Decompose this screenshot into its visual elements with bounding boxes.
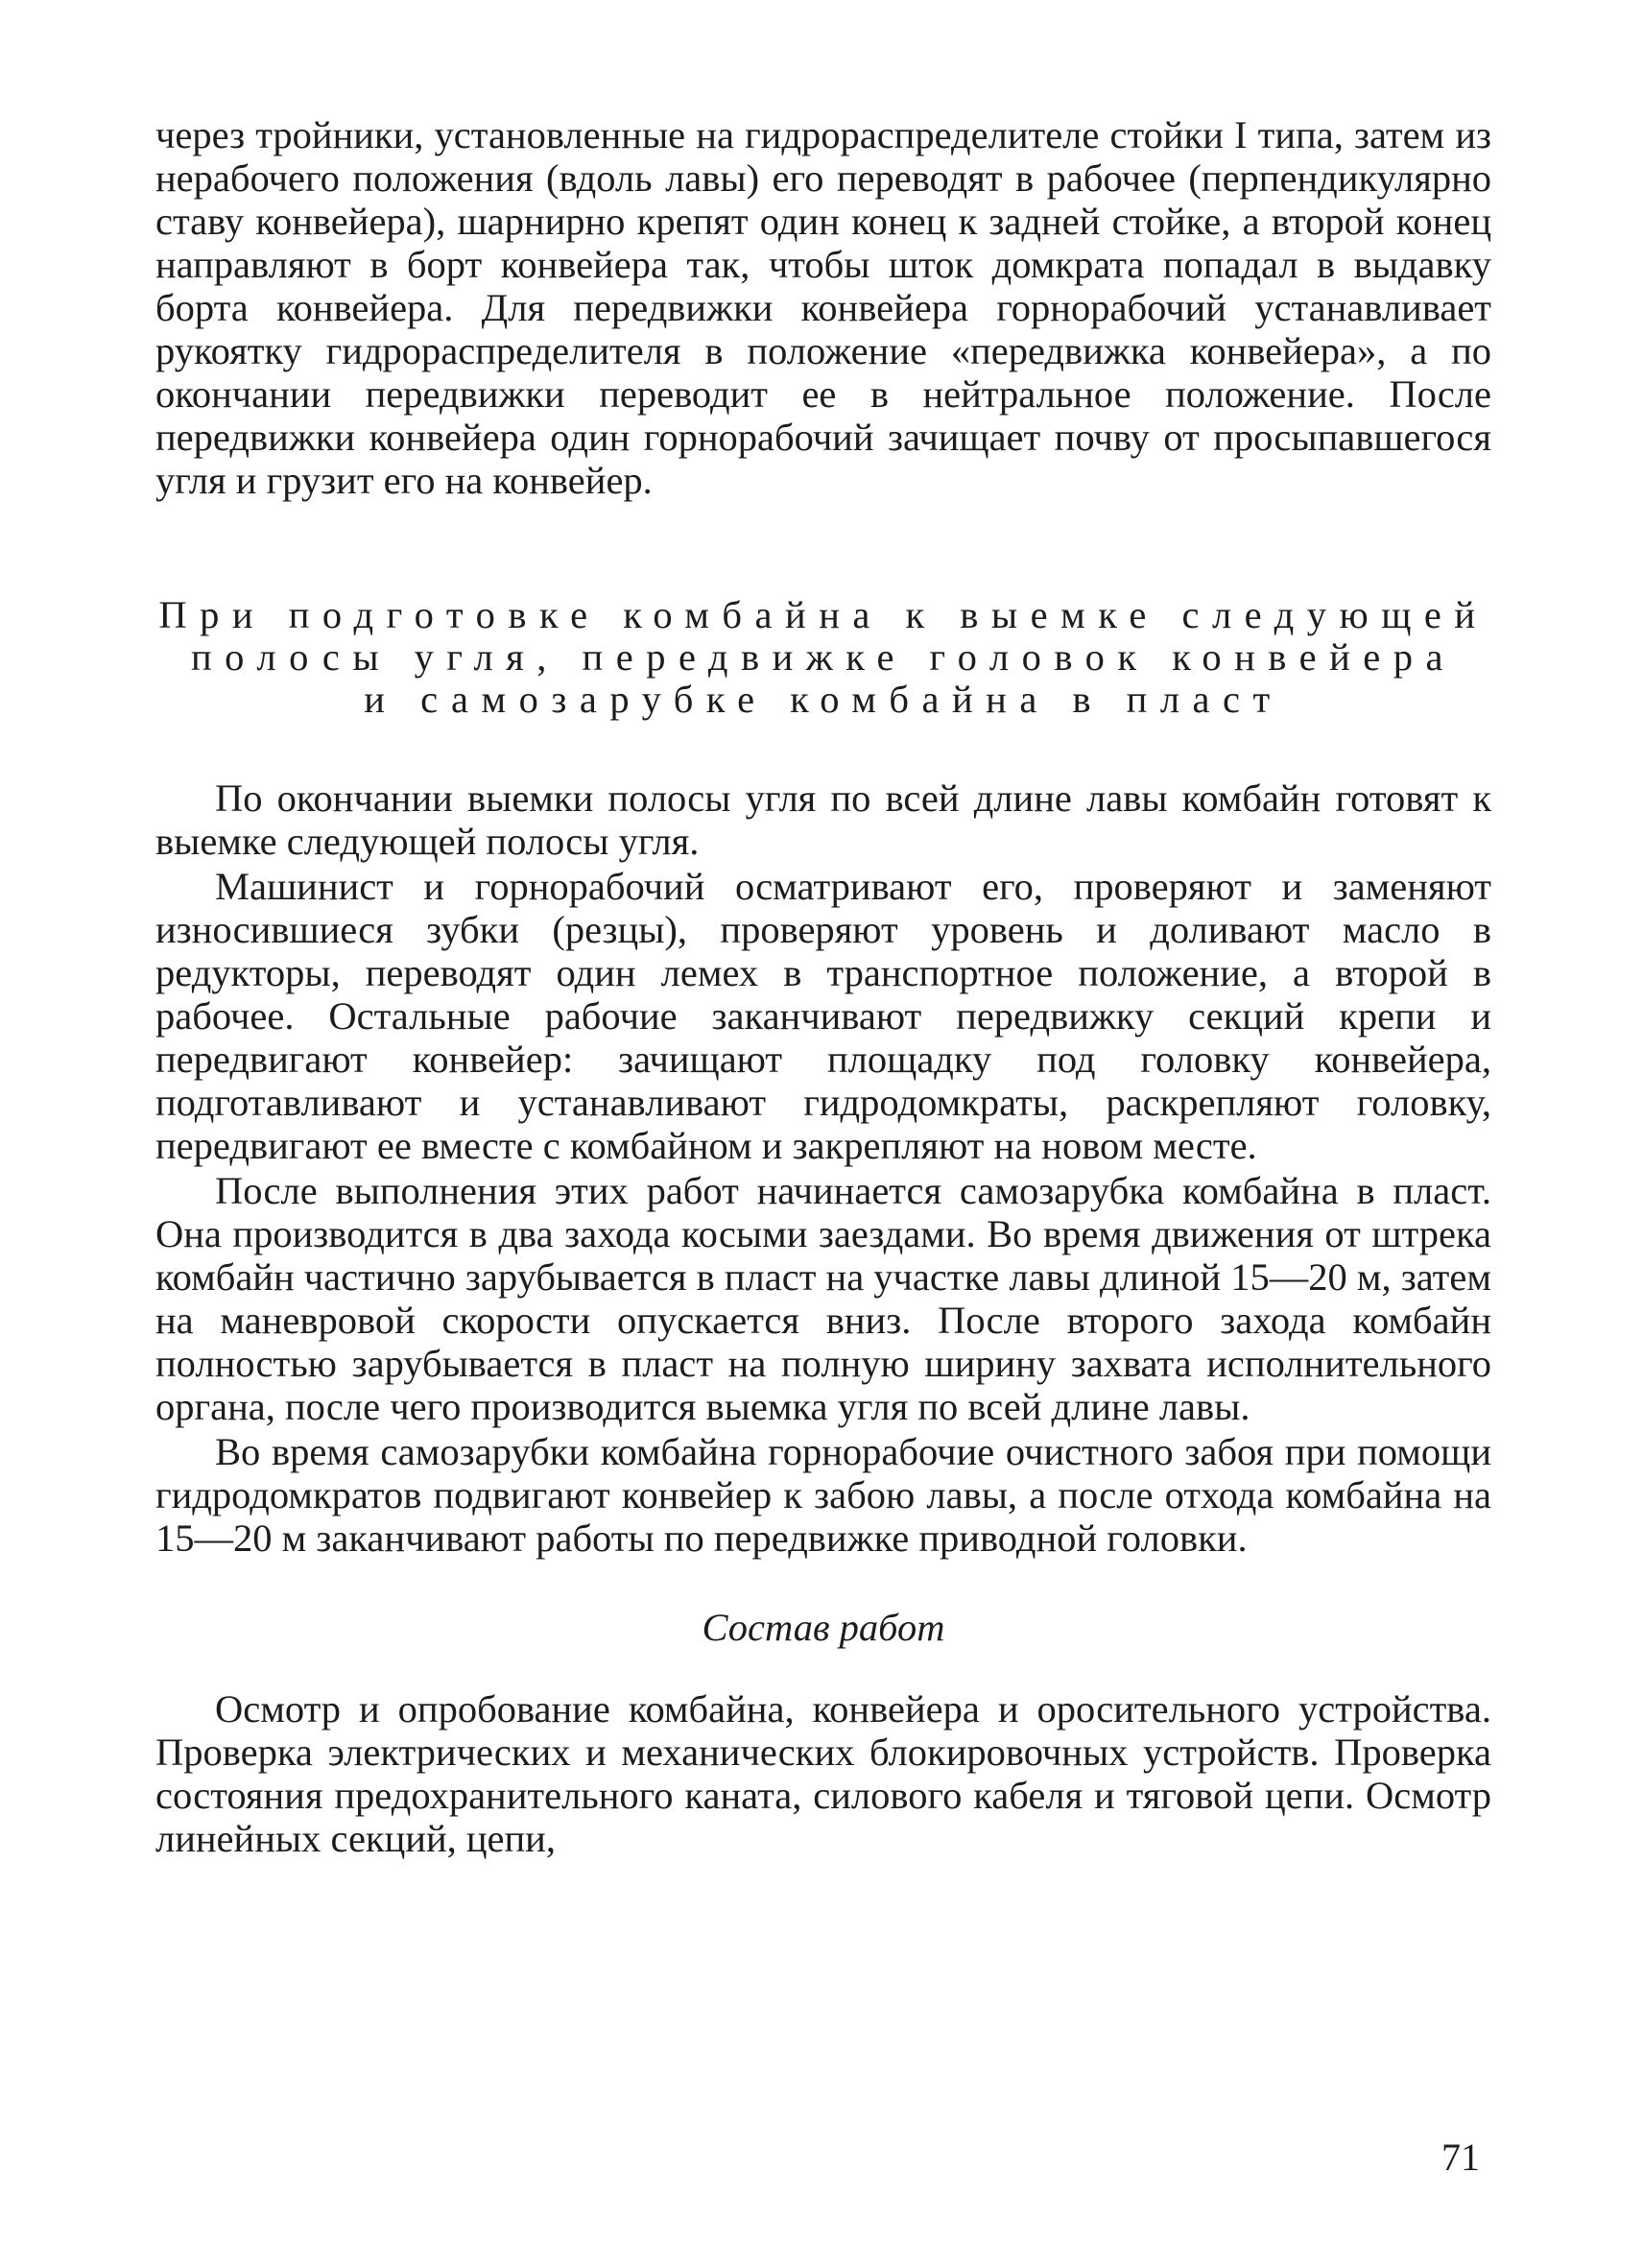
page-body <box>155 113 1491 1860</box>
section-paragraph-1: По окончании выемки полосы угля по всей длине лавы комбайн готовят к выемке следующей полосы угля. <box>155 776 1491 863</box>
section-paragraph-3: После выполнения этих работ начинается самозарубка комбайна в пласт. Она производится в два захода косыми заездами. Во время движения от штрека комбайн частично зарубывается в пласт на участке лавы длиной 15—20 м, затем на маневровой скорости опускается вниз. После второго захода комбайн полностью зарубывается в пласт на полную ширину захвата исполнительного органа, после чего производится выемка угля по всей длине лавы. <box>155 1169 1491 1428</box>
page-number: 71 <box>1441 2136 1480 2179</box>
section-paragraph-4: Во время самозарубки комбайна горнорабочие очистного забоя при помощи гидродомкратов подвигают конвейер к забою лавы, а после отхода комбайна на 15—20 м заканчивают работы по передвижке приводной головки. <box>155 1430 1491 1560</box>
composition-paragraph: Осмотр и опробование комбайна, конвейера и оросительного устройства. Проверка электрических и механических блокировочных устройств. Проверка состояния предохранительного каната, силового кабеля и тяговой цепи. Осмотр линейных секций, цепи, <box>155 1687 1491 1860</box>
intro-paragraph: через тройники, установленные на гидрораспределителе стойки I типа, затем из нерабочего положения (вдоль лавы) его переводят в рабочее (перпендикулярно ставу конвейера), шарнирно крепят один конец к задней стойке, а второй конец направляют в борт конвейера так, чтобы шток домкрата попадал в выдавку борта конвейера. Для передвижки конвейера горнорабочий устанавливает рукоятку гидрораспределителя в положение «передвижка конвейера», а по окончании передвижки переводит ее в нейтральное положение. После передвижки конвейера один горнорабочий зачищает почву от просыпавшегося угля и грузит его на конвейер. <box>155 113 1491 502</box>
section-paragraph-2: Машинист и горнорабочий осматривают его, проверяют и заменяют износившиеся зубки (резцы), проверяют уровень и доливают масло в редукторы, переводят один лемех в транспортное положение, а второй в рабочее. Остальные рабочие заканчивают передвижку секций крепи и передвигают конвейер: зачищают площадку под головку конвейера, подготавливают и устанавливают гидродомкраты, раскрепляют головку, передвигают ее вместе с комбайном и закрепляют на новом месте. <box>155 865 1491 1167</box>
subheading-composition: Состав работ <box>702 1606 945 1649</box>
section-heading: При подготовке комбайна к выемке следующей полосы угля, передвижке головок конвейера и самозарубке комбайна в пласт <box>158 593 1488 721</box>
